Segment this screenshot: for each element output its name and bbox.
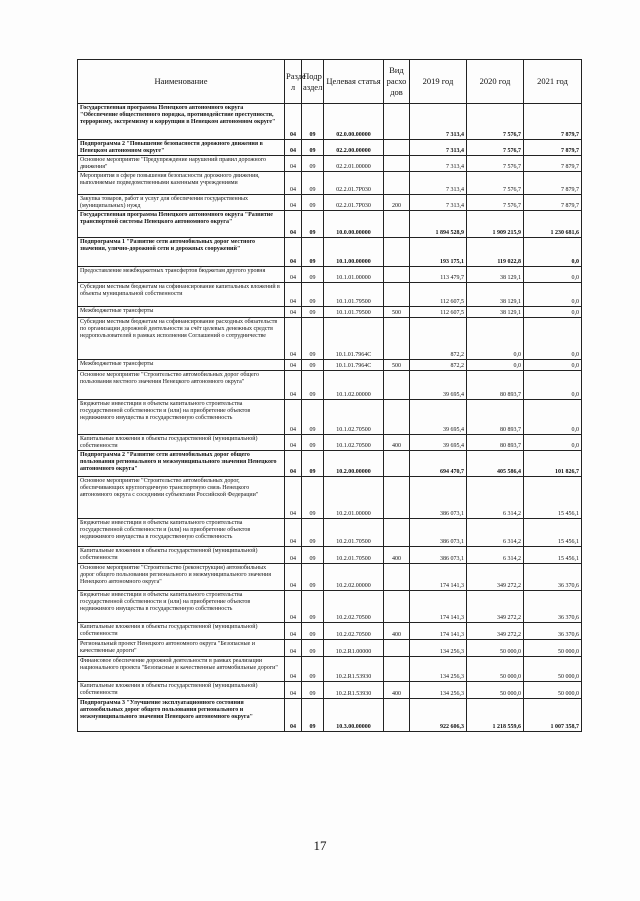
table-row — [78, 451, 582, 477]
row-target-article: 10.1.02.70500 — [324, 435, 384, 451]
row-razdel: 04 — [285, 400, 302, 435]
row-name: Капитальные вложения в объекты государственной (муниципальной) собственности — [78, 547, 285, 564]
row-podrazdel: 09 — [302, 360, 324, 371]
row-2019-value: 134 256,3 — [410, 640, 467, 657]
row-podrazdel: 09 — [302, 699, 324, 732]
row-vid — [384, 238, 410, 267]
row-razdel: 04 — [285, 283, 302, 307]
row-2019-value: 39 695,4 — [410, 371, 467, 400]
row-2021-value: 50 000,0 — [524, 640, 582, 657]
row-target-article: 10.2.01.00000 — [324, 477, 384, 519]
row-2020-value: 349 272,2 — [467, 623, 524, 640]
table-row — [78, 172, 582, 195]
table-row — [78, 682, 582, 699]
row-razdel: 04 — [285, 318, 302, 360]
row-vid: 400 — [384, 682, 410, 699]
row-target-article: 02.2.01.7Р030 — [324, 195, 384, 211]
table-body — [78, 104, 582, 732]
row-vid — [384, 519, 410, 547]
row-name: Основное мероприятие "Строительство автомобильных дорог, обеспечивающих круглогодичную транспортную связь Ненецкого автономного округа с соседними субъектами Российской Федерации" — [78, 477, 285, 519]
row-vid — [384, 400, 410, 435]
row-razdel: 04 — [285, 156, 302, 172]
row-2021-value: 36 370,6 — [524, 564, 582, 591]
row-2021-value: 15 456,1 — [524, 519, 582, 547]
row-2020-value: 50 000,0 — [467, 640, 524, 657]
table-row — [78, 104, 582, 140]
page-number: 17 — [313, 838, 327, 853]
row-target-article: 10.2.02.00000 — [324, 564, 384, 591]
row-vid — [384, 318, 410, 360]
row-podrazdel: 09 — [302, 400, 324, 435]
row-2021-value: 15 456,1 — [524, 477, 582, 519]
table-row — [78, 400, 582, 435]
table-row — [78, 360, 582, 371]
row-podrazdel: 09 — [302, 140, 324, 156]
row-2019-value: 113 479,7 — [410, 267, 467, 283]
row-2020-value: 119 022,8 — [467, 238, 524, 267]
row-vid — [384, 140, 410, 156]
table-row — [78, 435, 582, 451]
table-row — [78, 519, 582, 547]
row-vid — [384, 283, 410, 307]
row-target-article: 10.2.01.70500 — [324, 519, 384, 547]
table-row — [78, 238, 582, 267]
row-2021-value: 101 826,7 — [524, 451, 582, 477]
row-name: Субсидии местным бюджетам на софинансирование расходных обязательств по организации дорожной деятельности за счёт целевых денежных средств недропользователей в рамках исполнения Соглашений о сотрудничестве — [78, 318, 285, 360]
row-podrazdel: 09 — [302, 104, 324, 140]
row-razdel: 04 — [285, 519, 302, 547]
row-2019-value: 134 256,3 — [410, 657, 467, 682]
row-2021-value: 36 370,6 — [524, 591, 582, 623]
budget-table — [77, 59, 582, 732]
row-2021-value: 50 000,0 — [524, 682, 582, 699]
row-podrazdel: 09 — [302, 318, 324, 360]
row-target-article: 10.2.01.70500 — [324, 547, 384, 564]
row-2019-value: 112 607,5 — [410, 283, 467, 307]
row-2021-value: 7 879,7 — [524, 104, 582, 140]
row-razdel: 04 — [285, 623, 302, 640]
header-podrazdel: Подр аздел — [302, 60, 324, 104]
row-2021-value: 0,0 — [524, 238, 582, 267]
row-2020-value: 6 314,2 — [467, 547, 524, 564]
row-vid — [384, 104, 410, 140]
row-vid: 500 — [384, 360, 410, 371]
row-2020-value: 7 576,7 — [467, 140, 524, 156]
row-podrazdel: 09 — [302, 519, 324, 547]
row-razdel: 04 — [285, 371, 302, 400]
row-2020-value: 7 576,7 — [467, 172, 524, 195]
row-razdel: 04 — [285, 211, 302, 238]
row-vid: 400 — [384, 435, 410, 451]
header-vid: Вид расхо дов — [384, 60, 410, 104]
table-row — [78, 591, 582, 623]
row-name: Предоставление межбюджетных трансфертов бюджетам другого уровня — [78, 267, 285, 283]
row-target-article: 10.1.01.79500 — [324, 283, 384, 307]
row-2019-value: 386 073,1 — [410, 519, 467, 547]
row-vid — [384, 657, 410, 682]
row-2021-value: 36 370,6 — [524, 623, 582, 640]
row-target-article: 10.2.R1.53930 — [324, 682, 384, 699]
row-2019-value: 7 313,4 — [410, 104, 467, 140]
row-2019-value: 872,2 — [410, 360, 467, 371]
row-2019-value: 386 073,1 — [410, 477, 467, 519]
header-2020: 2020 год — [467, 60, 524, 104]
table-row — [78, 195, 582, 211]
row-razdel: 04 — [285, 140, 302, 156]
row-razdel: 04 — [285, 699, 302, 732]
row-razdel: 04 — [285, 435, 302, 451]
row-name: Бюджетные инвестиции в объекты капитального строительства государственной собственности и (или) на приобретение объектов недвижимого имущества в государственную собственность — [78, 400, 285, 435]
row-target-article: 10.2.00.00000 — [324, 451, 384, 477]
row-name: Межбюджетные трансферты — [78, 360, 285, 371]
table-row — [78, 211, 582, 238]
row-2020-value: 405 586,4 — [467, 451, 524, 477]
row-2019-value: 922 606,3 — [410, 699, 467, 732]
row-name: Закупка товаров, работ и услуг для обеспечения государственных (муниципальных) нужд — [78, 195, 285, 211]
row-razdel: 04 — [285, 238, 302, 267]
table-header-row — [78, 60, 582, 104]
row-podrazdel: 09 — [302, 547, 324, 564]
table-row — [78, 140, 582, 156]
row-target-article: 02.0.00.00000 — [324, 104, 384, 140]
row-podrazdel: 09 — [302, 435, 324, 451]
table-row — [78, 307, 582, 318]
table-row — [78, 318, 582, 360]
row-target-article: 10.3.00.00000 — [324, 699, 384, 732]
row-target-article: 10.1.01.7964С — [324, 318, 384, 360]
row-2019-value: 386 073,1 — [410, 547, 467, 564]
row-2019-value: 39 695,4 — [410, 400, 467, 435]
table-row — [78, 267, 582, 283]
row-name: Капитальные вложения в объекты государственной (муниципальной) собственности — [78, 435, 285, 451]
row-razdel: 04 — [285, 564, 302, 591]
table-row — [78, 640, 582, 657]
row-razdel: 04 — [285, 640, 302, 657]
row-2020-value: 50 000,0 — [467, 682, 524, 699]
row-razdel: 04 — [285, 104, 302, 140]
row-2021-value: 7 879,7 — [524, 172, 582, 195]
header-target: Целевая статья — [324, 60, 384, 104]
row-2019-value: 1 894 528,9 — [410, 211, 467, 238]
table-row — [78, 623, 582, 640]
row-vid — [384, 172, 410, 195]
row-2021-value: 7 879,7 — [524, 195, 582, 211]
row-2021-value: 0,0 — [524, 360, 582, 371]
row-razdel: 04 — [285, 195, 302, 211]
row-name: Основное мероприятие "Строительство (реконструкция) автомобильных дорог общего пользования регионального и межмуниципального значения Ненецкого автономного округа" — [78, 564, 285, 591]
row-vid — [384, 564, 410, 591]
row-2020-value: 0,0 — [467, 318, 524, 360]
row-2020-value: 7 576,7 — [467, 195, 524, 211]
row-2021-value: 0,0 — [524, 283, 582, 307]
row-vid — [384, 591, 410, 623]
row-2019-value: 39 695,4 — [410, 435, 467, 451]
row-vid: 400 — [384, 623, 410, 640]
row-podrazdel: 09 — [302, 451, 324, 477]
row-name: Подпрограмма 1 "Развитие сети автомобильных дорог местного значения, улично-дорожной сети и дорожных сооружений" — [78, 238, 285, 267]
row-name: Государственная программа Ненецкого автономного округа "Обеспечение общественного порядка, противодействие преступности, терроризму, экстремизму и коррупции в Ненецком автономном округе" — [78, 104, 285, 140]
row-2020-value: 38 129,1 — [467, 267, 524, 283]
row-target-article: 10.2.02.70500 — [324, 591, 384, 623]
row-vid — [384, 640, 410, 657]
table-row — [78, 371, 582, 400]
row-2021-value: 0,0 — [524, 318, 582, 360]
row-2021-value: 0,0 — [524, 400, 582, 435]
row-2019-value: 7 313,4 — [410, 140, 467, 156]
row-podrazdel: 09 — [302, 657, 324, 682]
row-2020-value: 38 129,1 — [467, 283, 524, 307]
row-2019-value: 134 256,3 — [410, 682, 467, 699]
row-razdel: 04 — [285, 591, 302, 623]
row-2020-value: 6 314,2 — [467, 477, 524, 519]
row-podrazdel: 09 — [302, 640, 324, 657]
row-2021-value: 0,0 — [524, 267, 582, 283]
row-podrazdel: 09 — [302, 283, 324, 307]
row-target-article: 02.2.01.7Р030 — [324, 172, 384, 195]
row-podrazdel: 09 — [302, 682, 324, 699]
row-podrazdel: 09 — [302, 195, 324, 211]
row-2019-value: 174 141,3 — [410, 591, 467, 623]
row-razdel: 04 — [285, 657, 302, 682]
row-2020-value: 7 576,7 — [467, 104, 524, 140]
row-2020-value: 1 218 559,6 — [467, 699, 524, 732]
row-name: Капитальные вложения в объекты государственной (муниципальной) собственности — [78, 623, 285, 640]
row-2019-value: 7 313,4 — [410, 172, 467, 195]
row-vid: 200 — [384, 195, 410, 211]
row-name: Основное мероприятие "Строительство автомобильных дорог общего пользования местного значения Ненецкого автономного округа" — [78, 371, 285, 400]
row-2019-value: 174 141,3 — [410, 564, 467, 591]
row-podrazdel: 09 — [302, 477, 324, 519]
table-row — [78, 477, 582, 519]
row-target-article: 10.1.01.79500 — [324, 307, 384, 318]
row-target-article: 02.2.00.00000 — [324, 140, 384, 156]
row-razdel: 04 — [285, 360, 302, 371]
header-name: Наименование — [78, 60, 285, 104]
row-2019-value: 174 141,3 — [410, 623, 467, 640]
row-target-article: 10.1.00.00000 — [324, 238, 384, 267]
row-2020-value: 80 893,7 — [467, 435, 524, 451]
row-vid — [384, 477, 410, 519]
row-2019-value: 112 607,5 — [410, 307, 467, 318]
row-vid — [384, 451, 410, 477]
table-row — [78, 657, 582, 682]
row-podrazdel: 09 — [302, 267, 324, 283]
row-2020-value: 38 129,1 — [467, 307, 524, 318]
row-name: Капитальные вложения в объекты государственной (муниципальной) собственности — [78, 682, 285, 699]
row-podrazdel: 09 — [302, 564, 324, 591]
row-2020-value: 349 272,2 — [467, 564, 524, 591]
row-vid — [384, 267, 410, 283]
row-name: Государственная программа Ненецкого автономного округа "Развитие транспортной системы Ненецкого автономного округа" — [78, 211, 285, 238]
row-razdel: 04 — [285, 451, 302, 477]
row-target-article: 10.0.00.00000 — [324, 211, 384, 238]
header-2019: 2019 год — [410, 60, 467, 104]
row-podrazdel: 09 — [302, 238, 324, 267]
row-name: Финансовое обеспечение дорожной деятельности в рамках реализации национального проекта "Безопасные и качественные автомобильные дороги" — [78, 657, 285, 682]
row-2021-value: 1 007 358,7 — [524, 699, 582, 732]
row-2021-value: 1 230 681,6 — [524, 211, 582, 238]
row-name: Межбюджетные трансферты — [78, 307, 285, 318]
table-row — [78, 699, 582, 732]
row-razdel: 04 — [285, 477, 302, 519]
row-vid: 400 — [384, 547, 410, 564]
row-2021-value: 0,0 — [524, 435, 582, 451]
row-podrazdel: 09 — [302, 371, 324, 400]
row-name: Мероприятия в сфере повышения безопасности дорожного движения, выполняемые подведомственными казенными учреждениями — [78, 172, 285, 195]
row-vid: 500 — [384, 307, 410, 318]
table-row — [78, 564, 582, 591]
row-2020-value: 80 893,7 — [467, 400, 524, 435]
row-name: Бюджетные инвестиции в объекты капитального строительства государственной собственности и (или) на приобретение объектов недвижимого имущества в государственную собственность — [78, 591, 285, 623]
row-target-article: 02.2.01.00000 — [324, 156, 384, 172]
row-2020-value: 7 576,7 — [467, 156, 524, 172]
row-2020-value: 6 314,2 — [467, 519, 524, 547]
row-name: Основное мероприятие "Предупреждение нарушений правил дорожного движения" — [78, 156, 285, 172]
row-vid — [384, 371, 410, 400]
row-2019-value: 7 313,4 — [410, 195, 467, 211]
row-razdel: 04 — [285, 172, 302, 195]
table-row — [78, 283, 582, 307]
header-2021: 2021 год — [524, 60, 582, 104]
row-name: Субсидии местным бюджетам на софинансирование капитальных вложений в объекты муниципальной собственности — [78, 283, 285, 307]
row-2020-value: 349 272,2 — [467, 591, 524, 623]
row-target-article: 10.1.02.00000 — [324, 371, 384, 400]
row-razdel: 04 — [285, 547, 302, 564]
row-target-article: 10.1.02.70500 — [324, 400, 384, 435]
row-2019-value: 872,2 — [410, 318, 467, 360]
row-name: Подпрограмма 3 "Улучшение эксплуатационного состояния автомобильных дорог общего пользования регионального и межмуниципального значения Ненецкого автономного округа" — [78, 699, 285, 732]
row-2021-value: 7 879,7 — [524, 140, 582, 156]
row-podrazdel: 09 — [302, 623, 324, 640]
row-podrazdel: 09 — [302, 172, 324, 195]
row-name: Подпрограмма 2 "Повышение безопасности дорожного движения в Ненецком автономном округе" — [78, 140, 285, 156]
row-name: Региональный проект Ненецкого автономного округа "Безопасные и качественные дороги" — [78, 640, 285, 657]
row-2021-value: 50 000,0 — [524, 657, 582, 682]
row-razdel: 04 — [285, 307, 302, 318]
row-name: Бюджетные инвестиции в объекты капитального строительства государственной собственности и (или) на приобретение объектов недвижимого имущества в государственную собственность — [78, 519, 285, 547]
row-2021-value: 0,0 — [524, 307, 582, 318]
row-2020-value: 0,0 — [467, 360, 524, 371]
row-2020-value: 1 909 215,9 — [467, 211, 524, 238]
row-vid — [384, 156, 410, 172]
row-2021-value: 0,0 — [524, 371, 582, 400]
row-podrazdel: 09 — [302, 307, 324, 318]
row-target-article: 10.2.02.70500 — [324, 623, 384, 640]
row-2019-value: 694 470,7 — [410, 451, 467, 477]
row-target-article: 10.2.R1.53930 — [324, 657, 384, 682]
row-2021-value: 15 456,1 — [524, 547, 582, 564]
row-podrazdel: 09 — [302, 591, 324, 623]
row-2020-value: 80 893,7 — [467, 371, 524, 400]
row-target-article: 10.2.R1.00000 — [324, 640, 384, 657]
row-target-article: 10.1.01.7964С — [324, 360, 384, 371]
table-row — [78, 156, 582, 172]
row-razdel: 04 — [285, 267, 302, 283]
row-razdel: 04 — [285, 682, 302, 699]
row-2020-value: 50 000,0 — [467, 657, 524, 682]
table-row — [78, 547, 582, 564]
row-vid — [384, 699, 410, 732]
row-target-article: 10.1.01.00000 — [324, 267, 384, 283]
header-razdel: Разде л — [285, 60, 302, 104]
row-2021-value: 7 879,7 — [524, 156, 582, 172]
row-name: Подпрограмма 2 "Развитие сети автомобильных дорог общего пользования регионального и межмуниципального значения Ненецкого автономного округа" — [78, 451, 285, 477]
row-2019-value: 193 175,1 — [410, 238, 467, 267]
row-2019-value: 7 313,4 — [410, 156, 467, 172]
row-podrazdel: 09 — [302, 211, 324, 238]
row-vid — [384, 211, 410, 238]
row-podrazdel: 09 — [302, 156, 324, 172]
